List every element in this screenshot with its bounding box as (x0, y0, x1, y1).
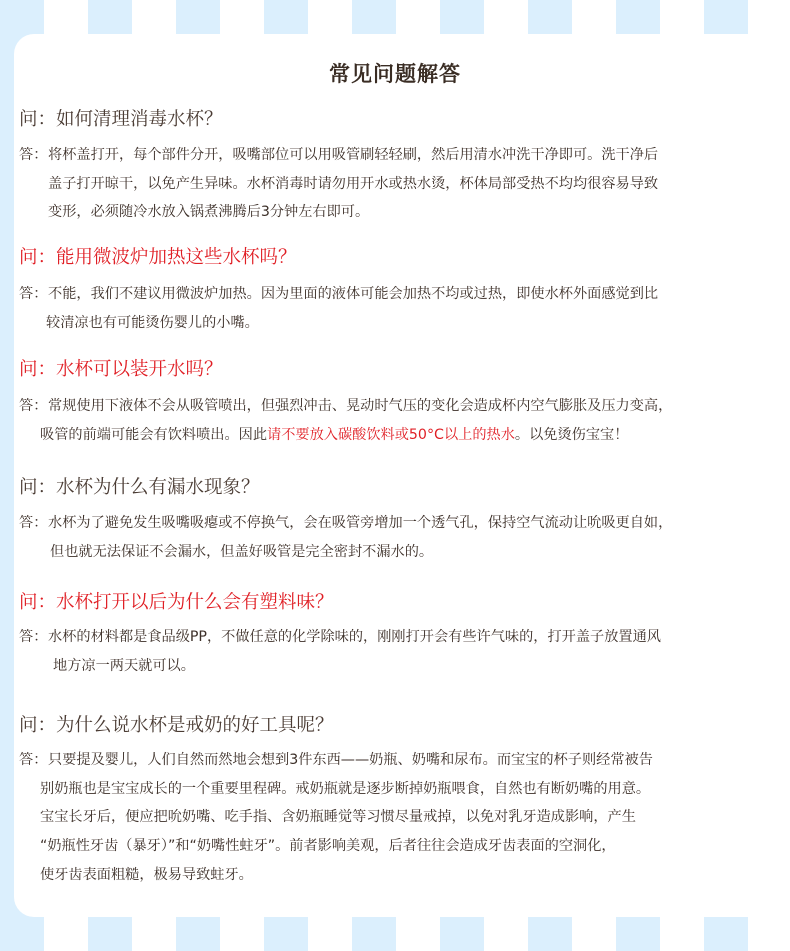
answer-line: 只要提及婴儿，人们自然而然地会想到3件东西——奶瓶、奶嘴和尿布。而宝宝的杯子则经常被告 (48, 752, 653, 768)
answer-text: 吸管的前端可能会有饮料喷出。因此 (40, 426, 268, 443)
answer-label: 答： (19, 286, 48, 302)
question-1: 问：如何清理消毒水杯？ (19, 109, 223, 130)
answer-line: 较清凉也有可能烫伤婴儿的小嘴。 (46, 314, 259, 331)
question-5: 问：水杯打开以后为什么会有塑料味？ (19, 592, 334, 613)
highlight-warning: 请不要放入碳酸饮料或50°C以上的热水 (267, 426, 515, 443)
answer-1 (19, 141, 771, 227)
answer-label: 答： (19, 629, 48, 645)
answer-line: 使牙齿表面粗糙，极易导致蛀牙。 (40, 866, 253, 883)
answer-line (19, 421, 771, 450)
answer-label: 答： (19, 398, 48, 414)
answer-label: 答： (19, 147, 48, 163)
answer-line: 水杯的材料都是食品级PP，不做任意的化学除味的，刚刚打开会有些许气味的，打开盖子放置通风 (48, 629, 661, 645)
page-title: 常见问题解答 (329, 62, 461, 86)
answer-label: 答： (19, 515, 48, 531)
answer-line: 将杯盖打开，每个部件分开，吸嘴部位可以用吸管刷轻轻刷，然后用清水冲洗干净即可。洗干净后 (48, 147, 659, 163)
question-2: 问：能用微波炉加热这些水杯吗？ (19, 247, 297, 268)
answer-line: 变形，必须随冷水放入锅煮沸腾后3分钟左右即可。 (48, 204, 370, 221)
answer-4 (19, 509, 771, 566)
answer-5 (19, 623, 771, 680)
answer-line: 地方凉一两天就可以。 (53, 657, 195, 674)
answer-line: “奶瓶性牙齿（暴牙）”和“奶嘴性蛀牙”。前者影响美观，后者往往会造成牙齿表面的空洞化， (40, 838, 616, 855)
answer-line: 水杯为了避免发生吸嘴吸瘪或不停换气，会在吸管旁增加一个透气孔，保持空气流动让吮吸更自如， (48, 515, 673, 531)
answer-line: 常规使用下液体不会从吸管喷出，但强烈冲击、晃动时气压的变化会造成杯内空气膨胀及压力变高， (48, 398, 673, 414)
answer-line: 但也就无法保证不会漏水，但盖好吸管是完全密封不漏水的。 (50, 543, 434, 560)
answer-line: 不能，我们不建议用微波炉加热。因为里面的液体可能会加热不均或过热，即使水杯外面感觉到比 (48, 286, 659, 302)
answer-2 (19, 280, 771, 337)
question-3: 问：水杯可以装开水吗？ (19, 359, 223, 380)
answer-line: 盖子打开晾干，以免产生异味。水杯消毒时请勿用开水或热水烫，杯体局部受热不均均很容易导致 (48, 175, 659, 192)
question-4: 问：水杯为什么有漏水现象？ (19, 477, 260, 498)
answer-text: 。以免烫伤宝宝！ (514, 426, 629, 443)
answer-line: 别奶瓶也是宝宝成长的一个重要里程碑。戒奶瓶就是逐步断掉奶瓶喂食，自然也有断奶嘴的用意。 (40, 780, 651, 797)
question-6: 问：为什么说水杯是戒奶的好工具呢？ (19, 715, 334, 736)
answer-3 (19, 392, 771, 449)
answer-line: 宝宝长牙后，便应把吮奶嘴、吃手指、含奶瓶睡觉等习惯尽量戒掉，以免对乳牙造成影响，产生 (40, 809, 636, 826)
answer-label: 答： (19, 752, 48, 768)
answer-6 (19, 746, 771, 890)
